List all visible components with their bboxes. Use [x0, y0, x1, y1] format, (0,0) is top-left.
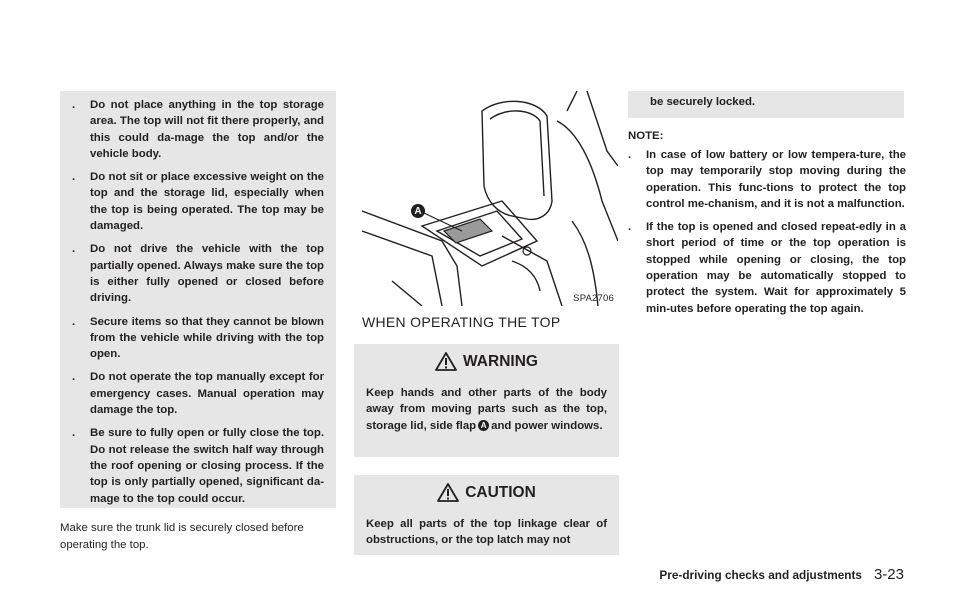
list-item: . If the top is opened and closed repeat-edly in a short period of time or the top operation is stopped while opening or closing, the top operation may be automatically stopped to protect the system. Wait for approximately 5 min-utes before operating the top again.	[628, 221, 906, 315]
caution-box	[354, 475, 619, 555]
trunk-lid-note: Make sure the trunk lid is securely closed before operating the top.	[60, 522, 304, 551]
page-number: 3-23	[873, 566, 904, 583]
list-item: . Do not place anything in the top storage area. The top will not fit there properly, and this could da-mage the top and/or the vehicle body.	[72, 99, 324, 160]
note-list	[628, 147, 906, 324]
list-item: . Do not operate the top manually except for emergency cases. Manual operation may damage the top.	[72, 371, 324, 417]
left-bullet-list	[72, 97, 324, 514]
footer-section-title: Pre-driving checks and adjustments	[659, 568, 862, 582]
caution-triangle-icon	[437, 483, 459, 502]
caution-continued-box	[628, 91, 904, 118]
page-footer	[659, 566, 904, 583]
storage-lid-drawing	[362, 91, 618, 306]
caution-text: Keep all parts of the top linkage clear of obstructions, or the top latch may not	[366, 518, 607, 547]
warning-box	[354, 344, 619, 457]
warning-text: Keep hands and other parts of the body away from moving parts such as the top, storage lid, side flap A and power windows.	[366, 387, 607, 432]
list-item: . Do not sit or place excessive weight on the top and the storage lid, especially when the top is being operated. The top may be damaged.	[72, 171, 324, 233]
list-item: . In case of low battery or low tempera-ture, the top may temporarily stop moving during the operation. This func-tions to protect the top control me-chanism, and it is not a malfunction.	[628, 149, 906, 210]
left-caution-box	[60, 91, 336, 508]
list-item: . Do not drive the vehicle with the top partially opened. Always make sure the top is either fully opened or closed before driving.	[72, 243, 324, 305]
convertible-top-illustration	[362, 91, 618, 306]
warning-title: WARNING	[463, 352, 538, 370]
callout-a-icon: A	[478, 420, 489, 431]
callout-a-icon: A	[411, 204, 425, 218]
note-label: NOTE:	[628, 130, 664, 142]
list-item: . Be sure to fully open or fully close the top. Do not release the switch half way through the roof opening or closing process. If the top is only partially opened, significant da-mage to the top could occur.	[72, 427, 324, 505]
caution-continued-text: be securely locked.	[650, 96, 756, 108]
figure-label: SPA2706	[573, 293, 614, 304]
caution-title: CAUTION	[465, 483, 536, 501]
warning-triangle-icon	[435, 352, 457, 371]
list-item: . Secure items so that they cannot be blown from the vehicle while driving with the top open.	[72, 315, 324, 361]
section-title: WHEN OPERATING THE TOP	[362, 314, 561, 330]
